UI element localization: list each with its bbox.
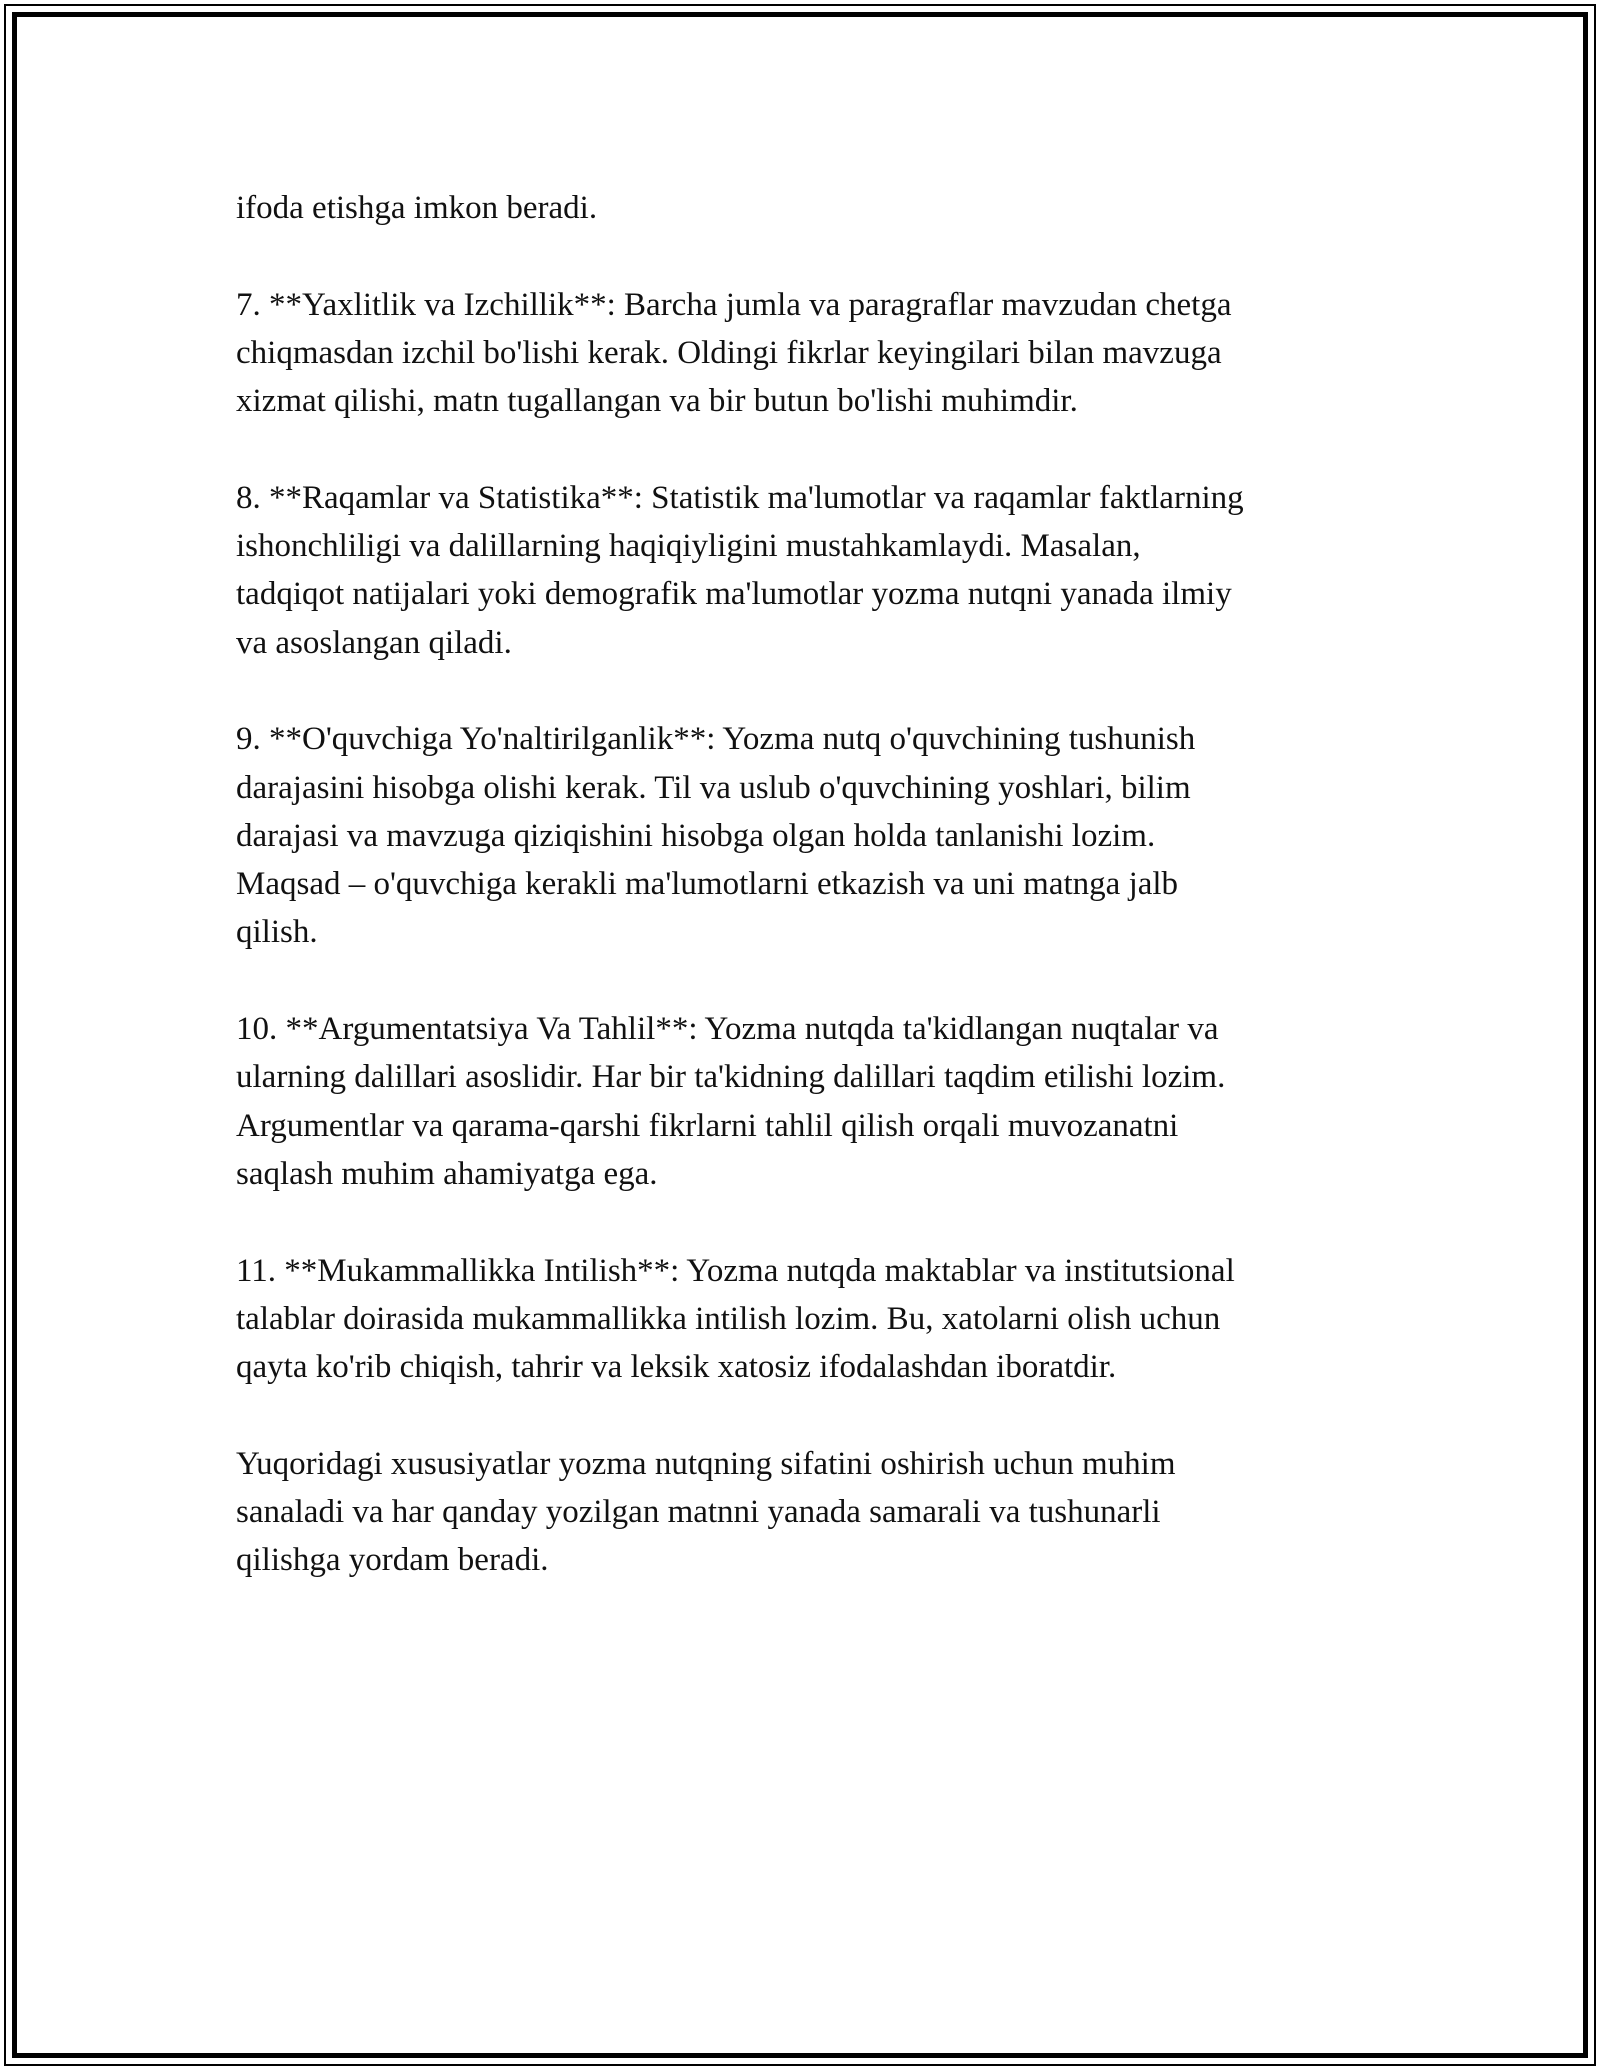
document-body [236,184,1366,1633]
paragraph-item-11 [236,1247,1366,1392]
text-line: ularning dalillari asoslidir. Har bir ta'kidning dalillari taqdim etilishi lozim. [236,1059,1226,1096]
text-line: 9. **O'quvchiga Yo'naltirilganlik**: Yozma nutq o'quvchining tushunish [236,721,1196,758]
paragraph-continuation [236,184,1366,232]
text-line: qilishga yordam beradi. [236,1542,549,1579]
paragraph-conclusion [236,1440,1366,1585]
text-line: Argumentlar va qarama-qarshi fikrlarni tahlil qilish orqali muvozanatni [236,1107,1179,1144]
text-line: talablar doirasida mukammallikka intilish lozim. Bu, xatolarni olish uchun [236,1300,1221,1337]
text-line: va asoslangan qiladi. [236,624,512,661]
text-line: 10. **Argumentatsiya Va Tahlil**: Yozma nutqda ta'kidlangan nuqtalar va [236,1011,1219,1048]
paragraph-item-8 [236,474,1366,667]
text-line: 11. **Mukammallikka Intilish**: Yozma nutqda maktablar va institutsional [236,1252,1235,1289]
text-line: Maqsad – o'quvchiga kerakli ma'lumotlarni etkazish va uni matnga jalb [236,866,1179,903]
text-line: sanaladi va har qanday yozilgan matnni yanada samarali va tushunarli [236,1494,1161,1531]
paragraph-item-7 [236,281,1366,426]
text-line: qilish. [236,914,318,951]
text-line: qayta ko'rib chiqish, tahrir va leksik xatosiz ifodalashdan iboratdir. [236,1349,1117,1386]
text-line: chiqmasdan izchil bo'lishi kerak. Oldingi fikrlar keyingilari bilan mavzuga [236,334,1222,371]
text-line: xizmat qilishi, matn tugallangan va bir butun bo'lishi muhimdir. [236,383,1078,420]
paragraph-item-9 [236,715,1366,956]
text-line: saqlash muhim ahamiyatga ega. [236,1155,658,1192]
text-line: 8. **Raqamlar va Statistika**: Statistik ma'lumotlar va raqamlar faktlarning [236,479,1244,516]
text-line: ishonchliligi va dalillarning haqiqiyligini mustahkamlaydi. Masalan, [236,528,1141,565]
text-line: 7. **Yaxlitlik va Izchillik**: Barcha jumla va paragraflar mavzudan chetga [236,286,1232,323]
text-line: ifoda etishga imkon beradi. [236,190,598,226]
paragraph-item-10 [236,1005,1366,1198]
text-line: darajasi va mavzuga qiziqishini hisobga olgan holda tanlanishi lozim. [236,817,1156,854]
text-line: Yuqoridagi xususiyatlar yozma nutqning sifatini oshirish uchun muhim [236,1445,1176,1482]
text-line: tadqiqot natijalari yoki demografik ma'lumotlar yozma nutqni yanada ilmiy [236,576,1232,613]
text-line: darajasini hisobga olishi kerak. Til va uslub o'quvchining yoshlari, bilim [236,769,1191,806]
